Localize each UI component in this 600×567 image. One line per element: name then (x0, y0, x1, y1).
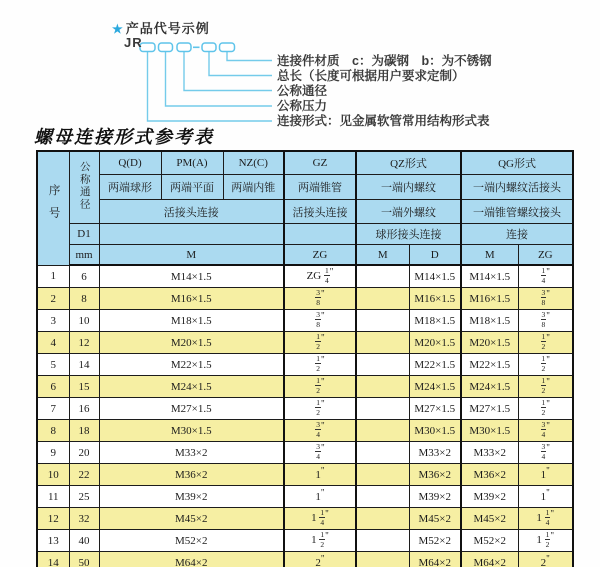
cell: $\frac{3}{4}$ " (284, 442, 356, 464)
cell: M16×1.5 (99, 288, 284, 310)
table-row (37, 398, 573, 420)
cell: M30×1.5 (461, 420, 518, 442)
cell: $\frac{1}{2}$ " (518, 332, 573, 354)
cell: 1 (37, 265, 69, 288)
cell: 6 (37, 376, 69, 398)
fraction: $\frac{1}{2}$ (316, 376, 321, 395)
cell: M52×2 (461, 530, 518, 552)
cell: M64×2 (409, 552, 461, 567)
cell: M18×1.5 (409, 310, 461, 332)
table-row (37, 530, 573, 552)
cell (356, 310, 409, 332)
cell: $\frac{1}{2}$ " (518, 376, 573, 398)
header-type-q: 两端球形 (99, 175, 161, 200)
cell: 6 (69, 265, 99, 288)
header-group-pm: PM(A) (161, 151, 223, 175)
cell: $\frac{1}{2}$ " (518, 398, 573, 420)
cell (356, 420, 409, 442)
cell: 25 (69, 486, 99, 508)
nut-connection-table (36, 150, 574, 567)
code-label-connection: 连接形式：见金属软管常用结构形式表 (277, 114, 490, 128)
cell: M45×2 (409, 508, 461, 530)
table-row (37, 442, 573, 464)
cell: $\frac{1}{2}$ " (518, 354, 573, 376)
cell: M33×2 (409, 442, 461, 464)
cell: 14 (37, 552, 69, 567)
cell (356, 486, 409, 508)
cell: M16×1.5 (409, 288, 461, 310)
cell: $\frac{1}{2}$ " (284, 376, 356, 398)
header-unit-m1: M (99, 245, 284, 266)
cell: 4 (37, 332, 69, 354)
cell: $\frac{1}{2}$ " (284, 332, 356, 354)
fraction: $\frac{3}{8}$ (541, 288, 546, 307)
cell: 10 (37, 464, 69, 486)
cell: 5 (37, 354, 69, 376)
fraction: $\frac{1}{2}$ (541, 376, 546, 395)
cell: 1 $\frac{1}{4}$ " (518, 508, 573, 530)
cell: M16×1.5 (461, 288, 518, 310)
header-unit-m3: M (461, 245, 518, 266)
cell (356, 508, 409, 530)
cell: 32 (69, 508, 99, 530)
fraction: $\frac{1}{2}$ (316, 354, 321, 373)
table-row (37, 265, 573, 288)
cell: 15 (69, 376, 99, 398)
header-group-qz: QZ形式 (356, 151, 461, 175)
fraction: $\frac{1}{4}$ (320, 508, 325, 527)
table-row (37, 486, 573, 508)
cell: 20 (69, 442, 99, 464)
code-label-material: 连接件材质 c：为碳钢 b：为不锈钢 (277, 54, 492, 68)
table-row (37, 310, 573, 332)
header-unit-m2: M (356, 245, 409, 266)
header-blank-gz (284, 224, 356, 245)
fraction: $\frac{3}{8}$ (316, 288, 321, 307)
code-label-length: 总长（长度可根据用户要求定制） (277, 69, 465, 83)
table-header (37, 151, 573, 265)
cell: M20×1.5 (461, 332, 518, 354)
cell: M36×2 (409, 464, 461, 486)
cell (356, 530, 409, 552)
header-group-nz: NZ(C) (223, 151, 284, 175)
fraction: $\frac{3}{8}$ (316, 310, 321, 329)
table-row (37, 508, 573, 530)
fraction: $\frac{1}{4}$ (324, 266, 329, 285)
cell: 2" (284, 552, 356, 567)
cell: M20×1.5 (409, 332, 461, 354)
cell: 11 (37, 486, 69, 508)
cell: M45×2 (99, 508, 284, 530)
header-type-nz: 两端内锥 (223, 175, 284, 200)
cell (356, 332, 409, 354)
cell: 1" (284, 486, 356, 508)
cell: M64×2 (461, 552, 518, 567)
cell (356, 398, 409, 420)
cell: M45×2 (461, 508, 518, 530)
cell: $\frac{3}{8}$ " (284, 288, 356, 310)
fraction: $\frac{1}{2}$ (545, 530, 550, 549)
header-unit-zg1: ZG (284, 245, 356, 266)
cell: 40 (69, 530, 99, 552)
fraction: $\frac{3}{4}$ (541, 442, 546, 461)
star-icon: ★ (112, 22, 124, 36)
table-row (37, 464, 573, 486)
cell: 13 (37, 530, 69, 552)
cell: 16 (69, 398, 99, 420)
cell: M22×1.5 (409, 354, 461, 376)
cell: ZG $\frac{1}{4}$ " (284, 265, 356, 288)
cell: M20×1.5 (99, 332, 284, 354)
cell: 1 $\frac{1}{2}$ " (284, 530, 356, 552)
cell: M24×1.5 (409, 376, 461, 398)
cell: 1" (518, 464, 573, 486)
fraction: $\frac{3}{8}$ (541, 310, 546, 329)
header-type-qg: 一端内螺纹活接头 (461, 175, 573, 200)
cell: 14 (69, 354, 99, 376)
cell: M27×1.5 (461, 398, 518, 420)
cell: 1" (284, 464, 356, 486)
cell: M36×2 (461, 464, 518, 486)
cell: M36×2 (99, 464, 284, 486)
cell: 10 (69, 310, 99, 332)
table-row (37, 354, 573, 376)
fraction: $\frac{1}{2}$ (316, 398, 321, 417)
header-conn-gz: 活接头连接 (284, 200, 356, 224)
header-conn2-qg: 连接 (461, 224, 573, 245)
fraction: $\frac{1}{2}$ (320, 530, 325, 549)
header-group-gz: GZ (284, 151, 356, 175)
cell: M22×1.5 (461, 354, 518, 376)
cell: M14×1.5 (99, 265, 284, 288)
cell: $\frac{3}{8}$ " (518, 310, 573, 332)
cell: M30×1.5 (99, 420, 284, 442)
cell: 7 (37, 398, 69, 420)
cell: $\frac{3}{4}$ " (518, 442, 573, 464)
cell (356, 442, 409, 464)
cell: M64×2 (99, 552, 284, 567)
fraction: $\frac{1}{2}$ (541, 398, 546, 417)
header-group-qg: QG形式 (461, 151, 573, 175)
fraction: $\frac{1}{2}$ (541, 354, 546, 373)
cell: $\frac{3}{4}$ " (518, 420, 573, 442)
cell: $\frac{3}{4}$ " (284, 420, 356, 442)
fraction: $\frac{1}{4}$ (541, 266, 546, 285)
fraction: $\frac{3}{4}$ (541, 420, 546, 439)
cell: M33×2 (99, 442, 284, 464)
header-nominal-diameter (69, 151, 99, 224)
cell: 2" (518, 552, 573, 567)
fraction: $\frac{3}{4}$ (316, 442, 321, 461)
cell: M24×1.5 (461, 376, 518, 398)
cell: 1 $\frac{1}{2}$ " (518, 530, 573, 552)
cell (356, 552, 409, 567)
cell: 2 (37, 288, 69, 310)
cell: M24×1.5 (99, 376, 284, 398)
header-conn-qz: 一端外螺纹 (356, 200, 461, 224)
table-row (37, 552, 573, 567)
header-type-gz: 两端锥管 (284, 175, 356, 200)
cell (356, 464, 409, 486)
table-row (37, 376, 573, 398)
header-conn-union: 活接头连接 (99, 200, 284, 224)
cell: M22×1.5 (99, 354, 284, 376)
fraction: $\frac{1}{2}$ (541, 332, 546, 351)
header-ballconn-qz: 球形接头连接 (356, 224, 461, 245)
code-label-diameter: 公称通径 (277, 84, 328, 98)
cell: M52×2 (99, 530, 284, 552)
header-unit-mm: mm (69, 245, 99, 266)
header-conn-qg: 一端锥管螺纹接头 (461, 200, 573, 224)
header-unit-zg2: ZG (518, 245, 573, 266)
header-seq-label: 序号 (47, 184, 60, 230)
header-unit-d: D (409, 245, 461, 266)
cell: M30×1.5 (409, 420, 461, 442)
cell: 3 (37, 310, 69, 332)
cell (356, 376, 409, 398)
cell: 1" (518, 486, 573, 508)
cell (356, 354, 409, 376)
cell (356, 265, 409, 288)
cell: 12 (69, 332, 99, 354)
header-type-pm: 两端平面 (161, 175, 223, 200)
code-prefix: JR (124, 35, 143, 50)
table-body (37, 265, 573, 567)
fraction: $\frac{3}{4}$ (316, 420, 321, 439)
cell: $\frac{1}{2}$ " (284, 354, 356, 376)
header-seq (37, 151, 69, 265)
cell: 50 (69, 552, 99, 567)
cell: M14×1.5 (409, 265, 461, 288)
cell: M18×1.5 (461, 310, 518, 332)
cell: M18×1.5 (99, 310, 284, 332)
header-nominal-label: 公称通径 (78, 161, 90, 211)
header-type-qz: 一端内螺纹 (356, 175, 461, 200)
cell: M52×2 (409, 530, 461, 552)
cell: M27×1.5 (409, 398, 461, 420)
cell: $\frac{3}{8}$ " (518, 288, 573, 310)
header-d1: D1 (69, 224, 99, 245)
table-row (37, 332, 573, 354)
cell: 12 (37, 508, 69, 530)
code-label-pressure: 公称压力 (277, 99, 328, 113)
cell: 22 (69, 464, 99, 486)
cell: 8 (69, 288, 99, 310)
header-group-q: Q(D) (99, 151, 161, 175)
cell: $\frac{1}{4}$ " (518, 265, 573, 288)
table-title: 螺母连接形式参考表 (34, 127, 214, 147)
cell: M14×1.5 (461, 265, 518, 288)
cell: M39×2 (461, 486, 518, 508)
diagram-heading-text: 产品代号示例 (125, 21, 210, 36)
cell: $\frac{1}{2}$ " (284, 398, 356, 420)
cell: 1 $\frac{1}{4}$ " (284, 508, 356, 530)
cell: M33×2 (461, 442, 518, 464)
header-blank-cell (99, 224, 284, 245)
cell: M39×2 (409, 486, 461, 508)
cell: $\frac{3}{8}$ " (284, 310, 356, 332)
cell: 9 (37, 442, 69, 464)
cell: M39×2 (99, 486, 284, 508)
cell: M27×1.5 (99, 398, 284, 420)
cell: 18 (69, 420, 99, 442)
cell: 8 (37, 420, 69, 442)
cell (356, 288, 409, 310)
table-row (37, 420, 573, 442)
fraction: $\frac{1}{2}$ (316, 332, 321, 351)
table-row (37, 288, 573, 310)
fraction: $\frac{1}{4}$ (545, 508, 550, 527)
